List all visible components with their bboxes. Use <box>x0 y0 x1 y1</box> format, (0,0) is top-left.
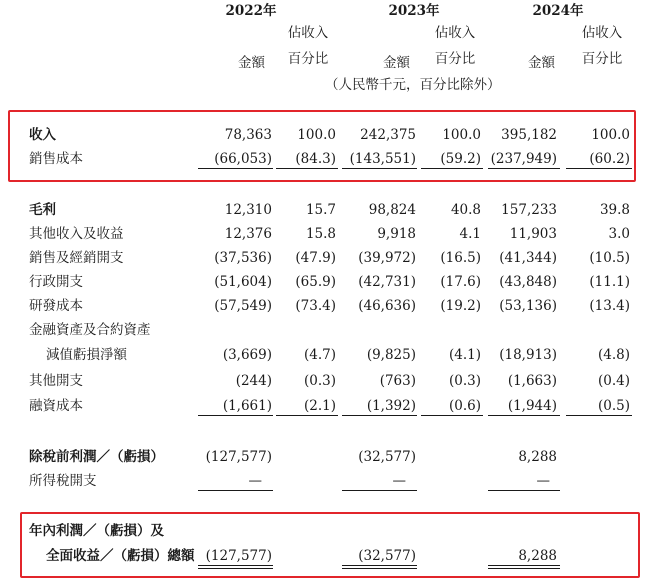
cell: (57,549) <box>214 298 272 314</box>
cell: (41,344) <box>499 250 557 266</box>
label-total-line2: 全面收益／（虧損）總額 <box>46 548 195 564</box>
cell: 39.8 <box>599 202 630 218</box>
cell: (51,604) <box>214 274 272 290</box>
label-impairment-line1: 金融資產及合約資產 <box>29 322 151 338</box>
label-impairment-line2: 減值虧損淨額 <box>46 347 127 363</box>
cell: (32,577) <box>358 548 416 564</box>
label-rd-costs: 研發成本 <box>29 298 83 314</box>
cell: 11,903 <box>509 226 557 242</box>
double-underline <box>342 565 417 569</box>
cell: 12,310 <box>224 202 272 218</box>
cell: (237,949) <box>490 151 557 167</box>
cell: (13.4) <box>589 298 630 314</box>
cell: (59.2) <box>440 151 481 167</box>
cell: (4.1) <box>448 347 481 363</box>
cell: 40.8 <box>450 202 481 218</box>
cell: 3.0 <box>608 226 630 242</box>
cell: (18,913) <box>499 347 557 363</box>
cell: (10.5) <box>589 250 630 266</box>
underline <box>276 415 338 416</box>
label-profit-before-tax: 除稅前利潤／（虧損） <box>29 449 164 465</box>
cell: 9,918 <box>377 226 416 242</box>
cell: (0.5) <box>597 398 630 414</box>
cell: (16.5) <box>440 250 481 266</box>
cell: (47.9) <box>295 250 336 266</box>
cell: (2.1) <box>303 398 336 414</box>
label-finance-costs: 融資成本 <box>29 398 83 414</box>
underline <box>421 415 483 416</box>
col-amount-2024: 金額 <box>528 55 555 71</box>
cell: (53,136) <box>499 298 557 314</box>
cell: (763) <box>379 373 416 389</box>
underline <box>566 168 632 169</box>
cell: (143,551) <box>349 151 416 167</box>
underline <box>488 490 560 491</box>
col-pct2-2024: 百分比 <box>581 51 623 67</box>
label-gross-profit: 毛利 <box>29 202 56 218</box>
cell: (65.9) <box>295 274 336 290</box>
cell: (42,731) <box>358 274 416 290</box>
underline <box>342 490 417 491</box>
cell: 98,824 <box>368 202 416 218</box>
cell: 395,182 <box>501 127 557 143</box>
cell: (1,944) <box>507 398 557 414</box>
cell: 100.0 <box>442 127 481 143</box>
cell: (0.6) <box>448 398 481 414</box>
col-amount-2022: 金額 <box>238 55 265 71</box>
underline <box>342 168 417 169</box>
cell: (32,577) <box>358 449 416 465</box>
cell: (9,825) <box>366 347 416 363</box>
label-selling-expenses: 銷售及經銷開支 <box>29 250 124 266</box>
label-other-expenses: 其他開支 <box>29 373 83 389</box>
cell: — <box>392 473 406 489</box>
cell: (46,636) <box>358 298 416 314</box>
cell: 100.0 <box>591 127 630 143</box>
label-cost-of-sales: 銷售成本 <box>29 151 83 167</box>
col-pct2-2022: 百分比 <box>287 51 329 67</box>
cell: (17.6) <box>440 274 481 290</box>
underline <box>342 415 417 416</box>
underline <box>198 415 273 416</box>
cell: 100.0 <box>297 127 336 143</box>
cell: — <box>248 473 262 489</box>
unit-note: （人民幣千元，百分比除外） <box>325 77 501 93</box>
cell: 78,363 <box>224 127 272 143</box>
underline <box>198 168 273 169</box>
col-pct1-2023: 佔收入 <box>434 25 476 41</box>
cell: 8,288 <box>518 548 557 564</box>
cell: (1,661) <box>222 398 272 414</box>
underline <box>198 490 273 491</box>
cell: (84.3) <box>295 151 336 167</box>
revenue-highlight-box <box>8 110 636 182</box>
underline <box>566 415 632 416</box>
double-underline <box>198 565 273 569</box>
cell: (0.3) <box>303 373 336 389</box>
cell: 12,376 <box>224 226 272 242</box>
cell: (4.8) <box>597 347 630 363</box>
cell: (19.2) <box>440 298 481 314</box>
cell: (1,663) <box>507 373 557 389</box>
cell: (0.4) <box>597 373 630 389</box>
cell: (244) <box>235 373 272 389</box>
cell: (73.4) <box>295 298 336 314</box>
cell: (127,577) <box>205 449 272 465</box>
col-pct1-2024: 佔收入 <box>581 25 623 41</box>
col-amount-2023: 金額 <box>383 55 410 71</box>
underline <box>276 168 338 169</box>
cell: (66,053) <box>214 151 272 167</box>
year-header-2022: 2022年 <box>225 3 277 19</box>
cell: 15.7 <box>305 202 336 218</box>
cell: (127,577) <box>205 548 272 564</box>
cell: 242,375 <box>360 127 416 143</box>
underline <box>488 168 560 169</box>
year-header-2023: 2023年 <box>388 3 440 19</box>
label-total-line1: 年內利潤／（虧損）及 <box>29 523 164 539</box>
label-revenue: 收入 <box>29 127 56 143</box>
double-underline <box>488 565 560 569</box>
cell: (4.7) <box>303 347 336 363</box>
cell: (60.2) <box>589 151 630 167</box>
label-admin-expenses: 行政開支 <box>29 274 83 290</box>
cell: (0.3) <box>448 373 481 389</box>
label-other-income: 其他收入及收益 <box>29 226 124 242</box>
cell: (37,536) <box>214 250 272 266</box>
cell: 8,288 <box>518 449 557 465</box>
underline <box>488 415 560 416</box>
cell: (43,848) <box>499 274 557 290</box>
col-pct1-2022: 佔收入 <box>287 25 329 41</box>
year-header-2024: 2024年 <box>532 3 584 19</box>
underline <box>421 168 483 169</box>
cell: 157,233 <box>501 202 557 218</box>
cell: 4.1 <box>459 226 481 242</box>
cell: (1,392) <box>366 398 416 414</box>
cell: 15.8 <box>305 226 336 242</box>
col-pct2-2023: 百分比 <box>434 51 476 67</box>
cell: (3,669) <box>222 347 272 363</box>
cell: (11.1) <box>589 274 630 290</box>
cell: (39,972) <box>358 250 416 266</box>
cell: — <box>536 473 550 489</box>
label-income-tax: 所得稅開支 <box>29 473 97 489</box>
